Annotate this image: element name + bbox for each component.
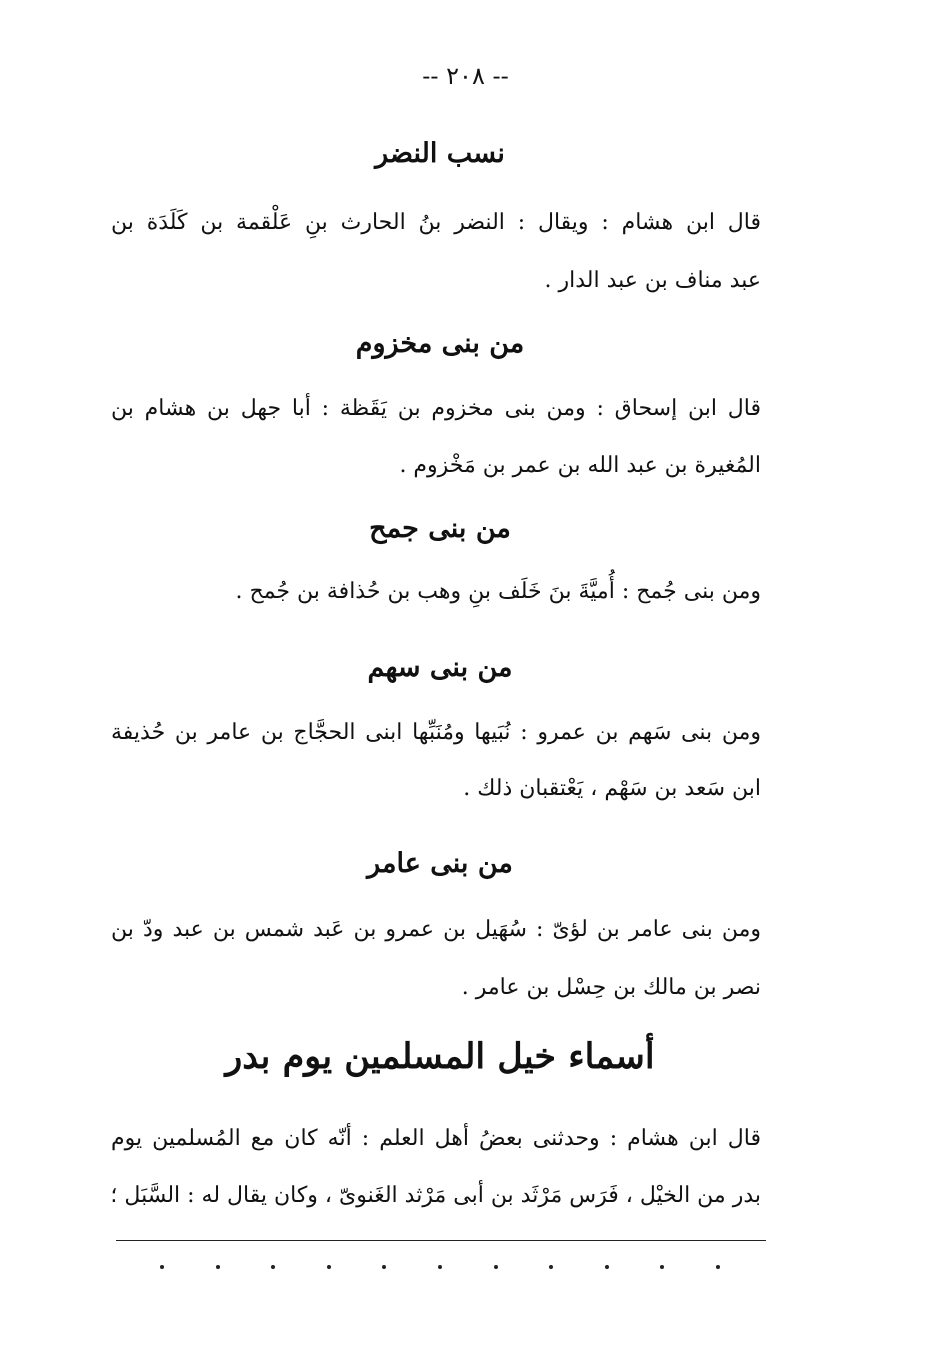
dot <box>271 1265 275 1269</box>
paragraph-line: ومن بنى عامر بن لؤىّ : سُهَيل بن عمرو بن عَبد شمس بن عبد ودّ بن <box>111 917 761 942</box>
paragraph-line: عبد مناف بن عبد الدار . <box>544 268 761 293</box>
dot <box>160 1265 164 1269</box>
dot <box>716 1265 720 1269</box>
paragraph-line: المُغيرة بن عبد الله بن عمر بن مَخْزوم . <box>399 453 761 478</box>
paragraph-line: بدر من الخيْل ، فَرَس مَرْثَد بن أبى مَرْثد الغَنوىّ ، وكان يقال له : السَّبَل ؛ <box>110 1183 761 1208</box>
dot <box>216 1265 220 1269</box>
dot <box>382 1265 386 1269</box>
section-heading-nasab-al-nadr: نسب النضر <box>375 138 505 169</box>
footnote-divider <box>116 1240 766 1241</box>
paragraph-line: ومن بنى جُمح : أُميَّةَ بنَ خَلَف بنِ وهب بن حُذافة بن جُمح . <box>235 579 761 604</box>
dot <box>494 1265 498 1269</box>
dot <box>327 1265 331 1269</box>
dot <box>605 1265 609 1269</box>
paragraph-line: نصر بن مالك بن حِسْل بن عامر . <box>461 975 761 1000</box>
section-heading-bani-amir: من بنى عامر <box>367 848 513 879</box>
section-heading-bani-jumah: من بنى جمح <box>369 513 511 544</box>
dot <box>438 1265 442 1269</box>
section-heading-bani-sahm: من بنى سهم <box>367 652 513 683</box>
dot <box>660 1265 664 1269</box>
paragraph-line: قال ابن إسحاق : ومن بنى مخزوم بن يَقَظة : أبا جهل بن هشام بن <box>111 396 761 421</box>
section-heading-muslim-horses-badr: أسماء خيل المسلمين يوم بدر <box>225 1036 655 1077</box>
paragraph-line: ومن بنى سَهم بن عمرو : نُبَيها ومُنَبِّها ابنى الحجَّاج بن عامر بن حُذيفة <box>111 720 761 745</box>
paragraph-line: ابن سَعد بن سَهْم ، يَعْتقبان ذلك . <box>463 776 761 801</box>
page-number: -- ٢٠٨ -- <box>422 62 509 90</box>
paragraph-line: قال ابن هشام : وحدثنى بعضُ أهل العلم : أنّه كان مع المُسلمين يوم <box>111 1126 761 1151</box>
footnote-dots <box>160 1265 720 1269</box>
paragraph-line: قال ابن هشام : ويقال : النضر بنُ الحارث بنِ عَلْقمة بن كَلَدَة بن <box>111 210 761 235</box>
dot <box>549 1265 553 1269</box>
section-heading-bani-makhzum: من بنى مخزوم <box>355 328 525 359</box>
